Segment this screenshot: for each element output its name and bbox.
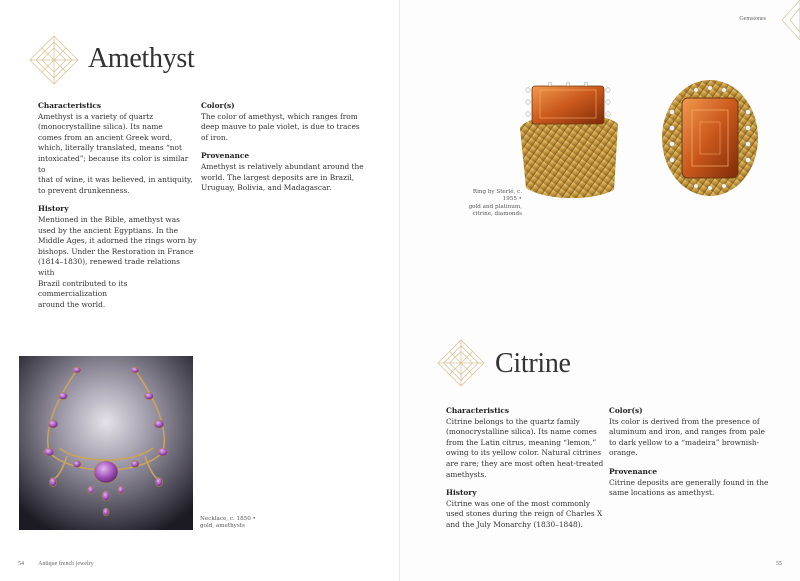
citrine-right-column xyxy=(609,406,769,507)
citrine-left-column xyxy=(446,406,606,539)
amethyst-color-heading: Color(s) xyxy=(201,101,235,110)
gem-emblem-icon xyxy=(436,338,486,388)
amethyst-history-text: Mentioned in the Bible, amethyst was used by the ancient Egyptians. In the Middle Ages, it adorned the rings worn by bishops. Under the Restoration in France (1814–1830), renewed trade relations with Brazil contributed to its commercialization around the world. xyxy=(38,214,197,309)
amethyst-right-column xyxy=(201,101,371,202)
citrine-history-heading: History xyxy=(446,488,477,498)
gem-emblem-icon xyxy=(28,34,80,86)
necklace-caption: Necklace, c. 1850 • gold, amethysts xyxy=(200,516,256,530)
corner-ornament-icon xyxy=(772,0,800,40)
right-running-head: Gemstones xyxy=(739,16,766,22)
citrine-color-heading: Color(s) xyxy=(609,406,643,415)
amethyst-characteristics-heading: Characteristics xyxy=(38,101,102,110)
amethyst-title: Amethyst xyxy=(88,43,195,74)
citrine-title: Citrine xyxy=(495,348,571,379)
amethyst-provenance-text: Amethyst is relatively abundant around the world. The largest deposits are in Brazil, Uruguay, Bolivia, and Madagascar. xyxy=(201,161,364,193)
citrine-history-text: Citrine was one of the most commonly used stones during the reign of Charles X and the July Monarchy (1830–1848). xyxy=(446,498,603,529)
citrine-provenance-heading: Provenance xyxy=(609,466,658,476)
citrine-color-text: Its color is derived from the presence of aluminum and iron, and ranges from pale to dark yellow to a “madeira” brownish- orange. xyxy=(609,416,765,458)
right-page xyxy=(400,0,800,581)
citrine-characteristics-text: Citrine belongs to the quartz family (monocrystalline silica). Its name comes from the Latin citrus, meaning “lemon,” owing to its yellow color. Natural citrines are rare; they are most often heat-treated amethysts. xyxy=(446,416,604,479)
necklace-photo xyxy=(19,356,193,530)
right-page-number: 55 xyxy=(776,561,782,567)
amethyst-color-text: The color of amethyst, which ranges from deep mauve to pale violet, is due to traces of iron. xyxy=(201,111,360,142)
amethyst-provenance-heading: Provenance xyxy=(201,151,250,161)
citrine-characteristics-heading: Characteristics xyxy=(446,406,510,415)
left-page-number: 54 xyxy=(18,561,24,567)
left-running-title: Antique french jewelry xyxy=(38,561,94,567)
ring-caption: Ring by Sterlé, c. 1955 • gold and platinum, citrine, diamonds xyxy=(468,189,522,218)
citrine-provenance-text: Citrine deposits are generally found in the same locations as amethyst. xyxy=(609,477,769,498)
amethyst-history-heading: History xyxy=(38,204,69,214)
amethyst-characteristics-text: Amethyst is a variety of quartz (monocrystalline silica). Its name comes from an ancient Greek word, which, literally translated, means “not intoxicated”; because its color is similar to that of wine, it was believed, in antiquity, to prevent drunkenness. xyxy=(38,111,193,195)
amethyst-left-column xyxy=(38,101,198,318)
ring-photo xyxy=(510,72,780,202)
